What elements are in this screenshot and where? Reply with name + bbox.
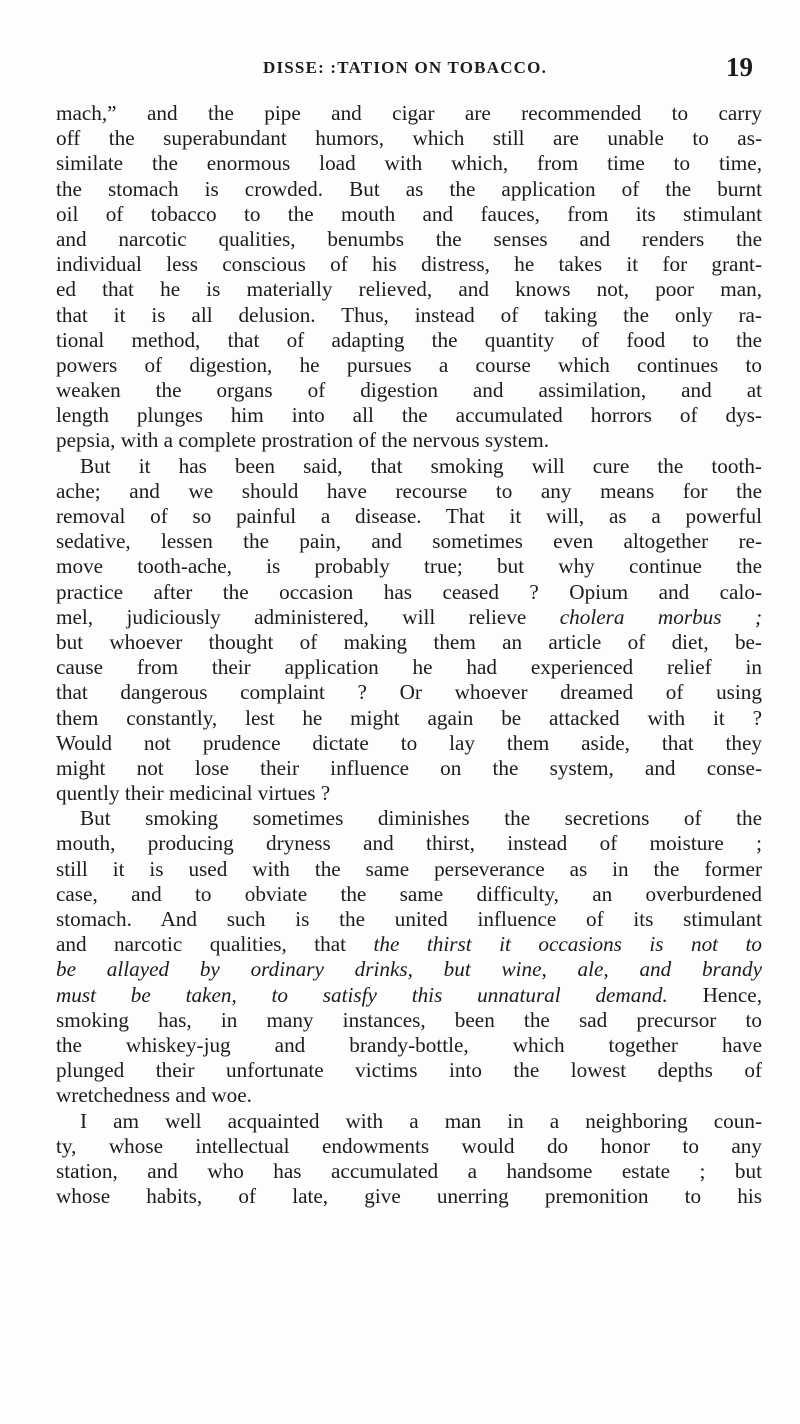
text-line: them constantly, lest he might again be attacked with it ? <box>56 705 762 730</box>
body-text <box>56 101 762 1209</box>
text-line: move tooth-ache, is probably true; but why continue the <box>56 554 762 579</box>
text-line: that dangerous complaint ? Or whoever dreamed of using <box>56 680 762 705</box>
italic-phrase: be allayed by ordinary drinks, but wine, ale, and brandy <box>56 957 762 982</box>
italic-phrase: must be taken, to satisfy this unnatural demand. <box>56 982 668 1007</box>
text-line: ty, whose intellectual endowments would do honor to any <box>56 1133 762 1158</box>
text-line: But it has been said, that smoking will cure the tooth- <box>80 453 762 478</box>
italic-phrase: the thirst it occasions is not to <box>373 932 762 957</box>
text-line <box>56 957 762 982</box>
text-line: station, and who has accumulated a handsome estate ; but <box>56 1158 762 1183</box>
text-line: mouth, producing dryness and thirst, instead of moisture ; <box>56 831 762 856</box>
text-line: the stomach is crowded. But as the application of the burnt <box>56 176 762 201</box>
text-line: I am well acquainted with a man in a neighboring coun- <box>80 1108 762 1133</box>
text-line: might not lose their influence on the system, and conse- <box>56 755 762 780</box>
text-line: mach,” and the pipe and cigar are recommended to carry <box>56 101 762 125</box>
text-line: individual less conscious of his distress, he takes it for grant- <box>56 252 762 277</box>
text-line: ed that he is materially relieved, and knows not, poor man, <box>56 277 762 302</box>
text-line: cause from their application he had experienced relief in <box>56 655 762 680</box>
text-line: smoking has, in many instances, been the sad precursor to <box>56 1007 762 1032</box>
text-line: that it is all delusion. Thus, instead of taking the only ra- <box>56 302 762 327</box>
text-line: must be taken, to satisfy this unnatural demand. Hence, <box>56 982 762 1007</box>
text-line: tional method, that of adapting the quantity of food to the <box>56 327 762 352</box>
text-line: whose habits, of late, give unerring premonition to his <box>56 1184 762 1209</box>
text-line: wretchedness and woe. <box>56 1083 252 1108</box>
text-line: still it is used with the same perseverance as in the former <box>56 856 762 881</box>
text-line: stomach. And such is the united influence of its stimulant <box>56 907 762 931</box>
text-line: But smoking sometimes diminishes the secretions of the <box>80 806 762 831</box>
text-line: mel, judiciously administered, will relieve cholera morbus ; <box>56 604 762 629</box>
text-line: practice after the occasion has ceased ? Opium and calo- <box>56 579 762 604</box>
running-title: DISSE: :TATION ON TOBACCO. <box>262 58 548 77</box>
text-line: plunged their unfortunate victims into the lowest depths of <box>56 1058 762 1083</box>
text-line: Would not prudence dictate to lay them aside, that they <box>56 730 762 755</box>
text-line: case, and to obviate the same difficulty, an overburdened <box>56 881 762 906</box>
text-line: removal of so painful a disease. That it will, as a powerful <box>56 504 762 528</box>
text-line: the whiskey-jug and brandy-bottle, which together have <box>56 1032 762 1057</box>
text-line: and narcotic qualities, that the thirst it occasions is not to <box>56 932 762 957</box>
text-line: and narcotic qualities, benumbs the senses and renders the <box>56 226 762 251</box>
text-line: oil of tobacco to the mouth and fauces, from its stimulant <box>56 201 762 226</box>
text-line: similate the enormous load with which, from time to time, <box>56 151 762 176</box>
text-line: length plunges him into all the accumulated horrors of dys- <box>56 403 762 428</box>
text-line: sedative, lessen the pain, and sometimes even altogether re- <box>56 529 762 554</box>
text-line: but whoever thought of making them an article of diet, be- <box>56 629 762 654</box>
text-line: pepsia, with a complete prostration of the nervous system. <box>56 428 550 453</box>
page-number: 19 <box>726 52 753 82</box>
text-line: ache; and we should have recourse to any means for the <box>56 478 762 503</box>
text-line: weaken the organs of digestion and assimilation, and at <box>56 378 762 403</box>
italic-phrase: cholera morbus ; <box>559 604 762 629</box>
text-line: quently their medicinal virtues ? <box>56 781 331 806</box>
text-line: powers of digestion, he pursues a course which continues to <box>56 352 762 377</box>
running-head <box>55 52 755 82</box>
text-line: off the superabundant humors, which still are unable to as- <box>56 126 762 151</box>
